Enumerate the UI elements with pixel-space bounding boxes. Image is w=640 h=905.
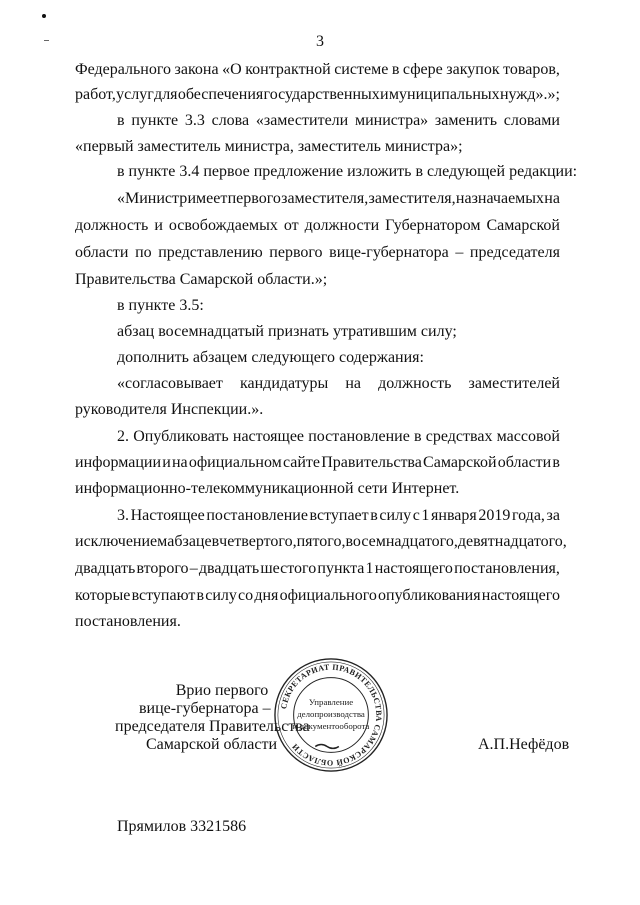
word: для: [154, 86, 178, 103]
word: –: [455, 244, 464, 261]
word: должность: [378, 375, 452, 392]
word: постановление: [308, 428, 410, 445]
word: закона: [174, 61, 219, 78]
word: имеет: [187, 190, 228, 207]
word: «согласовывает: [117, 375, 223, 392]
text-line: [75, 559, 560, 579]
word: пятого,: [296, 533, 346, 550]
word: дня: [254, 587, 279, 604]
word: опубликования: [378, 587, 481, 604]
seal-ring-text: СЕКРЕТАРИАТ ПРАВИТЕЛЬСТВА САМАРСКОЙ ОБЛАСТИ: [279, 662, 384, 768]
word: услуг: [116, 86, 154, 103]
text-line: дополнить абзацем следующего содержания:: [117, 349, 424, 366]
word: и: [380, 86, 389, 103]
word: официальном: [188, 454, 282, 471]
text-line: [117, 189, 560, 209]
word: восемнадцатого,: [345, 533, 458, 550]
text-line: [75, 60, 560, 80]
word: Настоящее: [130, 507, 205, 524]
word: государственных: [263, 86, 380, 103]
word: области: [497, 454, 552, 471]
word: –: [189, 560, 198, 577]
word: вице-губернатора: [329, 244, 449, 261]
word: 2019: [478, 507, 511, 524]
text-line: в пункте 3.4 первое предложение изложить в следующей редакции:: [117, 163, 578, 180]
word: Самарской: [486, 217, 560, 234]
word: системе: [334, 61, 389, 78]
text-line: [75, 453, 560, 473]
word: абзацев: [167, 533, 220, 550]
word: силу: [379, 507, 412, 524]
word: муниципальных: [388, 86, 500, 103]
word: области: [75, 244, 129, 261]
seal-center-line-3: и документооборота: [292, 720, 370, 731]
word: двадцать: [198, 560, 260, 577]
word: 3.3: [184, 112, 205, 129]
seal-flourish-icon: [315, 745, 339, 749]
word: настоящее: [232, 428, 305, 445]
word: 1: [421, 507, 430, 524]
margin-mark: [42, 14, 46, 18]
word: председателя: [469, 244, 560, 261]
word: двадцать: [75, 560, 136, 577]
word: Опубликовать: [133, 428, 229, 445]
seal-center-line-2: делопроизводства: [297, 708, 365, 719]
word: Правительства: [321, 454, 422, 471]
word: работ,: [75, 86, 116, 103]
text-line: в пункте 3.5:: [117, 297, 204, 314]
text-line: [117, 374, 560, 394]
word: словами: [503, 112, 560, 129]
text-line: [75, 243, 560, 263]
word: обеспечения: [177, 86, 264, 103]
word: закупок: [446, 61, 500, 78]
word: должности: [304, 217, 380, 234]
text-line: [75, 586, 560, 606]
text-line: «первый заместитель министра, заместитель министра»;: [75, 138, 463, 155]
text-line: [75, 216, 560, 236]
position-line-2: вице-губернатора –: [139, 700, 271, 717]
word: настоящего: [374, 560, 453, 577]
word: по: [135, 244, 152, 261]
page-number: 3: [316, 33, 324, 50]
word: пункте: [131, 112, 179, 129]
word: на: [544, 190, 560, 207]
word: заместителя,: [281, 190, 369, 207]
word: министра»: [354, 112, 429, 129]
word: первого: [269, 244, 323, 261]
word: которые: [75, 587, 131, 604]
word: четвертого,: [219, 533, 297, 550]
word: вступают: [131, 587, 196, 604]
word: вступает: [309, 507, 369, 524]
word: шестого: [260, 560, 317, 577]
word: за: [546, 507, 560, 524]
word: освобождаемых: [168, 217, 278, 234]
word: в: [370, 507, 378, 524]
word: Самарской: [423, 454, 497, 471]
word: заместителей: [468, 375, 560, 392]
word: средствах: [425, 428, 493, 445]
word: в: [196, 587, 205, 604]
text-line: постановления.: [75, 613, 181, 630]
word: пункта: [317, 560, 365, 577]
word: Губернатором: [385, 217, 481, 234]
word: и: [162, 454, 171, 471]
word: силу: [205, 587, 237, 604]
word: заместителя,: [368, 190, 456, 207]
text-line: [117, 427, 560, 447]
position-line-4: Самарской области: [146, 736, 277, 753]
text-line: [75, 85, 560, 105]
word: заменить: [434, 112, 497, 129]
text-line: [75, 532, 567, 552]
text-line: [117, 506, 560, 526]
word: «Министр: [117, 190, 188, 207]
word: в: [414, 428, 422, 445]
word: второго: [136, 560, 189, 577]
text-line: абзац восемнадцатый признать утратившим силу;: [117, 323, 457, 340]
signatory-name: А.П.Нефёдов: [478, 736, 570, 753]
word: постановление: [206, 507, 308, 524]
word: должность: [75, 217, 149, 234]
footer-note: Прямилов 3321586: [117, 818, 247, 835]
word: официального: [279, 587, 377, 604]
word: информации: [75, 454, 162, 471]
position-line-1: Врио первого: [175, 682, 269, 699]
word: постановления,: [454, 560, 560, 577]
word: в: [391, 61, 400, 78]
word: и: [154, 217, 163, 234]
word: сайте: [282, 454, 321, 471]
word: на: [345, 375, 362, 392]
word: года,: [511, 507, 545, 524]
word: «заместители: [255, 112, 349, 129]
word: нужд».»;: [499, 86, 560, 103]
seal-center-line-1: Управление: [308, 697, 354, 708]
word: слова: [211, 112, 250, 129]
word: 2.: [117, 428, 129, 445]
official-seal: [272, 656, 390, 774]
text-line: руководителя Инспекции.».: [75, 401, 264, 418]
word: «О: [222, 61, 242, 78]
word: настоящего: [481, 587, 560, 604]
word: представлению: [158, 244, 263, 261]
word: 1: [365, 560, 374, 577]
word: со: [238, 587, 254, 604]
word: в: [552, 454, 560, 471]
word: в: [117, 112, 125, 129]
position-line-3: председателя Правительства: [115, 718, 310, 735]
word: товаров,: [503, 61, 560, 78]
word: Федерального: [75, 61, 172, 78]
word: с: [412, 507, 420, 524]
text-line: информационно-телекоммуникационной сети Интернет.: [75, 480, 460, 497]
word: января: [431, 507, 477, 524]
word: назначаемых: [455, 190, 545, 207]
word: сфере: [402, 61, 443, 78]
word: контрактной: [245, 61, 331, 78]
word: первого: [227, 190, 281, 207]
text-line: [117, 111, 560, 131]
word: от: [283, 217, 299, 234]
word: исключением: [75, 533, 168, 550]
word: девятнадцатого,: [457, 533, 567, 550]
text-line: Правительства Самарской области.»;: [75, 271, 328, 288]
word: 3.: [117, 507, 129, 524]
word: массовой: [496, 428, 560, 445]
word: кандидатуры: [239, 375, 329, 392]
word: на: [171, 454, 188, 471]
